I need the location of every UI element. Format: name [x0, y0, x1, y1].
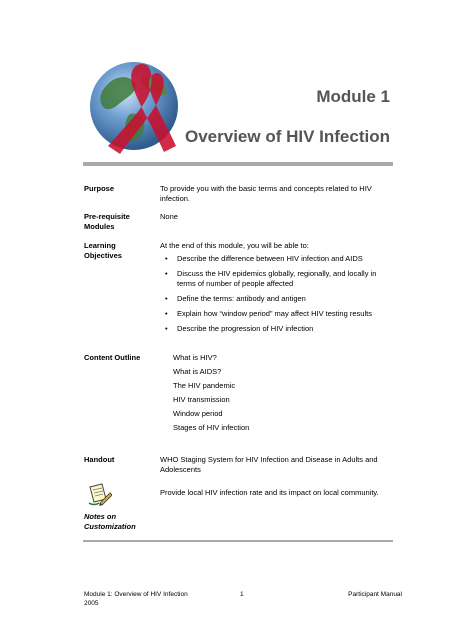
- objectives-label: [84, 241, 122, 261]
- objectives-label-line1: Learning: [84, 241, 116, 250]
- list-item: HIV transmission: [173, 395, 230, 404]
- objectives-list: [160, 254, 396, 339]
- globe-red-ribbon-icon: [84, 56, 194, 164]
- page-title: Overview of HIV Infection: [185, 127, 390, 146]
- notepad-pencil-icon: [86, 481, 112, 507]
- list-item: The HIV pandemic: [173, 381, 236, 390]
- customization-label-line1: Notes on: [84, 512, 117, 521]
- footer-divider: [83, 540, 393, 542]
- header-divider: [83, 162, 393, 166]
- footer-right: Participant Manual: [348, 591, 402, 598]
- prerequisite-label-line1: Pre-requisite: [84, 212, 130, 221]
- module-title: Module 1: [316, 87, 390, 106]
- objectives-label-line2: Objectives: [84, 251, 122, 260]
- handout-text: WHO Staging System for HIV Infection and Disease in Adults and Adolescents: [160, 455, 378, 474]
- purpose-label: Purpose: [84, 184, 115, 193]
- list-item: • Define the terms: antibody and antigen: [165, 294, 306, 303]
- prerequisite-label: [84, 212, 130, 232]
- purpose-text: To provide you with the basic terms and concepts related to HIV infection.: [160, 184, 372, 203]
- list-item: Window period: [173, 409, 223, 418]
- footer-title: Module 1: Overview of HIV Infection: [84, 591, 188, 598]
- customization-text: Provide local HIV infection rate and its impact on local community.: [160, 488, 379, 497]
- customization-label: [84, 512, 136, 532]
- handout-label: Handout: [84, 455, 115, 464]
- list-item: • Describe the difference between HIV infection and AIDS: [165, 254, 363, 263]
- list-item: What is HIV?: [173, 353, 217, 362]
- footer-year: 2005: [84, 600, 99, 607]
- list-item: • Discuss the HIV epidemics globally, regionally, and locally in terms of number of people affected: [165, 269, 377, 288]
- list-item: • Describe the progression of HIV infection: [165, 324, 314, 333]
- page-number: 1: [240, 591, 244, 598]
- content-outline-label: Content Outline: [84, 353, 141, 362]
- prerequisite-text: None: [160, 212, 178, 221]
- footer-left: [84, 590, 188, 608]
- list-item: What is AIDS?: [173, 367, 222, 376]
- prerequisite-label-line2: Modules: [84, 222, 115, 231]
- customization-label-line2: Customization: [84, 522, 136, 531]
- objectives-intro: At the end of this module, you will be able to:: [160, 241, 309, 250]
- list-item: Stages of HIV infection: [173, 423, 250, 432]
- list-item: • Explain how “window period” may affect HIV testing results: [165, 309, 372, 318]
- content-outline-list: [173, 353, 249, 437]
